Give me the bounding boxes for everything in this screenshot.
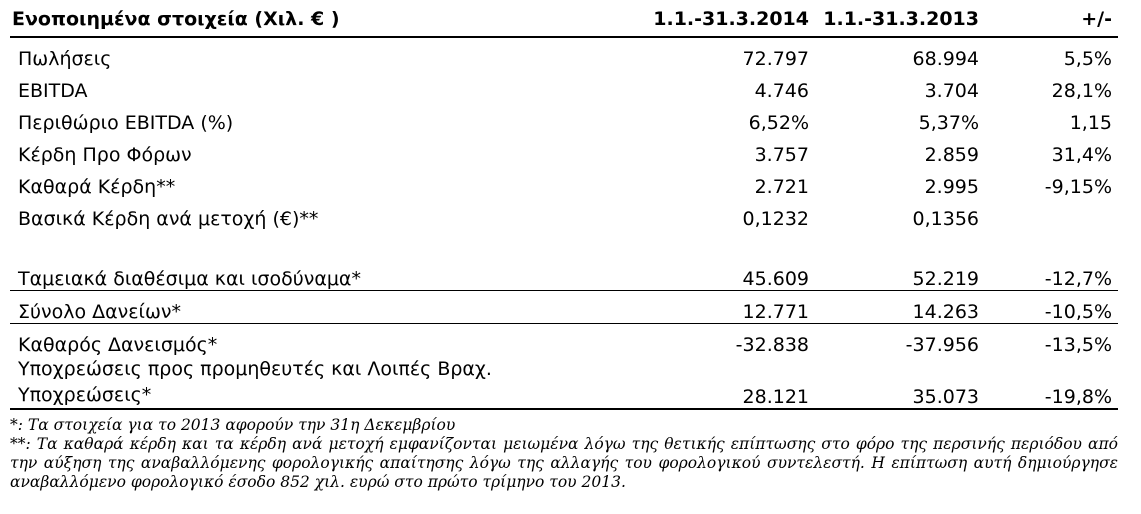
row-label: Περιθώριο EBITDA (%) (18, 112, 234, 134)
value-change: -9,15% (1044, 176, 1112, 198)
financial-summary (10, 8, 1130, 492)
value-change: 28,1% (1051, 80, 1112, 102)
value-2013: 2.859 (924, 144, 979, 166)
value-2013: -37.956 (905, 334, 979, 356)
value-change: 1,15 (1069, 112, 1112, 134)
row-label: Κέρδη Προ Φόρων (18, 144, 192, 166)
value-2013: 2.995 (924, 176, 979, 198)
value-change: -19,8% (985, 356, 1118, 409)
table-row (10, 258, 1118, 291)
row-label: Σύνολο Δανείων* (10, 291, 615, 324)
value-2013: 35.073 (815, 356, 985, 409)
value-2013: 68.994 (912, 48, 979, 70)
value-change: 5,5% (1063, 48, 1112, 70)
value-2014: 12.771 (615, 291, 815, 324)
value-change: -13,5% (1044, 334, 1112, 356)
header-label: Ενοποιημένα στοιχεία (Χιλ. € ) (10, 8, 615, 37)
value-2014: 2.721 (754, 176, 809, 198)
table-row (10, 324, 1118, 357)
row-label: Υποχρεώσεις προς προμηθευτές και Λοιπές Βραχ. Υποχρεώσεις* (10, 356, 615, 409)
row-label: EBITDA (18, 80, 88, 102)
value-2014: 28.121 (615, 356, 815, 409)
value-2014: 6,52% (748, 112, 809, 134)
row-label: Καθαρά Κέρδη** (18, 176, 176, 198)
value-change: 31,4% (1051, 144, 1112, 166)
row-label: Καθαρός Δανεισμός* (18, 334, 218, 356)
row-label: Βασικά Κέρδη ανά μετοχή (€)** (18, 208, 319, 230)
table-row (10, 70, 1118, 102)
footnote-2: **: Τα καθαρά κέρδη και τα κέρδη ανά μετοχή εμφανίζονται μειωμένα λόγω της θετικής επίπτωσης στο φόρο της περσινής περιόδου από την αύξηση της αναβαλλόμενης φορολογικής απαίτησης λόγω της αλλαγής του φορολογικού συντελεστή. Η επίπτωση αυτή δημιούργησε αναβαλλόμενο φορολογικό έσοδο 852 χιλ. ευρώ στο πρώτο τρίμηνο του 2013. (10, 435, 1118, 491)
value-2014: 45.609 (615, 258, 815, 291)
header-2014: 1.1.-31.3.2014 (615, 8, 815, 37)
spacer-row (10, 230, 1118, 258)
value-2013: 5,37% (918, 112, 979, 134)
value-change: -12,7% (985, 258, 1118, 291)
financial-table (10, 8, 1118, 410)
row-label: Πωλήσεις (18, 48, 112, 70)
table-row (10, 166, 1118, 198)
value-2013: 0,1356 (912, 208, 979, 230)
value-2013: 3.704 (924, 80, 979, 102)
row-label: Ταμειακά διαθέσιμα και ισοδύναμα* (10, 258, 615, 291)
table-header-row (10, 8, 1118, 37)
value-2014: 4.746 (754, 80, 809, 102)
footnote-1: *: Τα στοιχεία για το 2013 αφορούν την 31η Δεκεμβρίου (10, 416, 456, 434)
table-row (10, 291, 1118, 324)
value-2014: 0,1232 (742, 208, 809, 230)
table-row (10, 37, 1118, 70)
table-row (10, 102, 1118, 134)
value-change (985, 198, 1118, 230)
value-change: -10,5% (985, 291, 1118, 324)
table-row (10, 356, 1118, 409)
header-2013: 1.1.-31.3.2013 (815, 8, 985, 37)
value-2013: 52.219 (815, 258, 985, 291)
value-2014: 72.797 (742, 48, 809, 70)
header-change: +/- (985, 8, 1118, 37)
value-2013: 14.263 (815, 291, 985, 324)
value-2014: 3.757 (754, 144, 809, 166)
table-row (10, 198, 1118, 230)
table-row (10, 134, 1118, 166)
footnotes (10, 416, 1118, 492)
value-2014: -32.838 (735, 334, 809, 356)
